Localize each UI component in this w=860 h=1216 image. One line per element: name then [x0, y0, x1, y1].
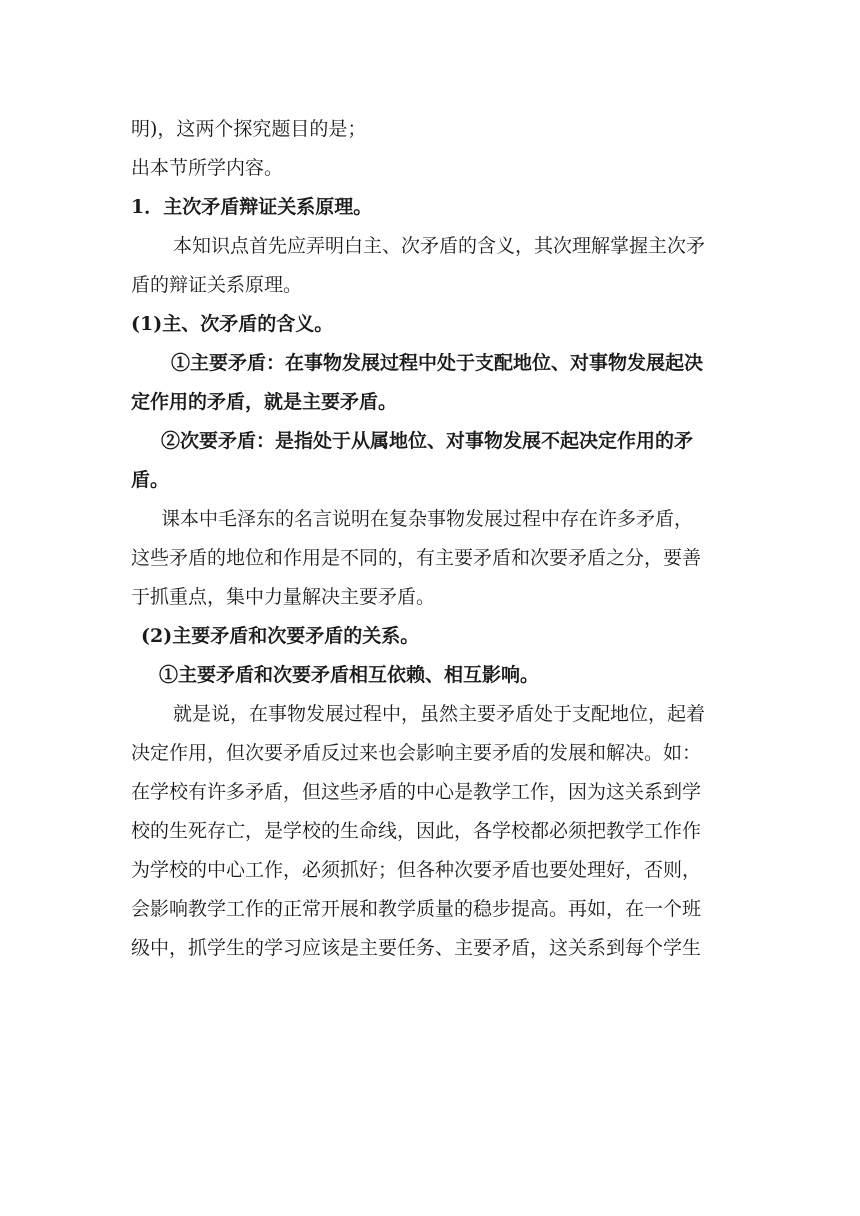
paragraph-line: 本知识点首先应弄明白主、次矛盾的含义，其次理解掌握主次矛 — [173, 235, 706, 257]
paragraph-line: 盾的辩证关系原理。 — [131, 274, 303, 296]
document-page — [131, 110, 741, 968]
definition-line: ②次要矛盾：是指处于从属地位、对事物发展不起决定作用的矛 — [161, 430, 694, 452]
paragraph-line: 决定作用，但次要矛盾反过来也会影响主要矛盾的发展和解决。如： — [131, 742, 702, 764]
paragraph-line: 校的生死存亡，是学校的生命线，因此，各学校都必须把教学工作作 — [131, 820, 702, 842]
paragraph-line: 级中，抓学生的学习应该是主要任务、主要矛盾，这关系到每个学生 — [131, 937, 702, 959]
paragraph-line: 课本中毛泽东的名言说明在复杂事物发展过程中存在许多矛盾， — [161, 508, 694, 530]
text-line: 出本节所学内容。 — [131, 157, 284, 179]
definition-line: 盾。 — [131, 469, 170, 491]
paragraph-line: 就是说，在事物发展过程中，虽然主要矛盾处于支配地位，起着 — [173, 703, 706, 725]
definition-line: 定作用的矛盾，就是主要矛盾。 — [131, 391, 398, 413]
paragraph-line: 会影响教学工作的正常开展和教学质量的稳步提高。再如，在一个班 — [131, 898, 702, 920]
paragraph-line: 在学校有许多矛盾，但这些矛盾的中心是教学工作，因为这关系到学 — [131, 781, 702, 803]
paragraph-line: 于抓重点，集中力量解决主要矛盾。 — [131, 586, 436, 608]
paragraph-line: 这些矛盾的地位和作用是不同的，有主要矛盾和次要矛盾之分，要善 — [131, 547, 702, 569]
text-line: 明)，这两个探究题目的是； — [131, 118, 367, 140]
definition-line: ①主要矛盾：在事物发展过程中处于支配地位、对事物发展起决 — [171, 352, 704, 374]
subsection-heading: (1)主、次矛盾的含义。 — [131, 313, 334, 335]
point-heading: ①主要矛盾和次要矛盾相互依赖、相互影响。 — [159, 664, 540, 686]
section-heading: 1．主次矛盾辩证关系原理。 — [131, 196, 373, 218]
paragraph-line: 为学校的中心工作，必须抓好；但各种次要矛盾也要处理好，否则， — [131, 859, 702, 881]
subsection-heading: (2)主要矛盾和次要矛盾的关系。 — [141, 625, 420, 647]
